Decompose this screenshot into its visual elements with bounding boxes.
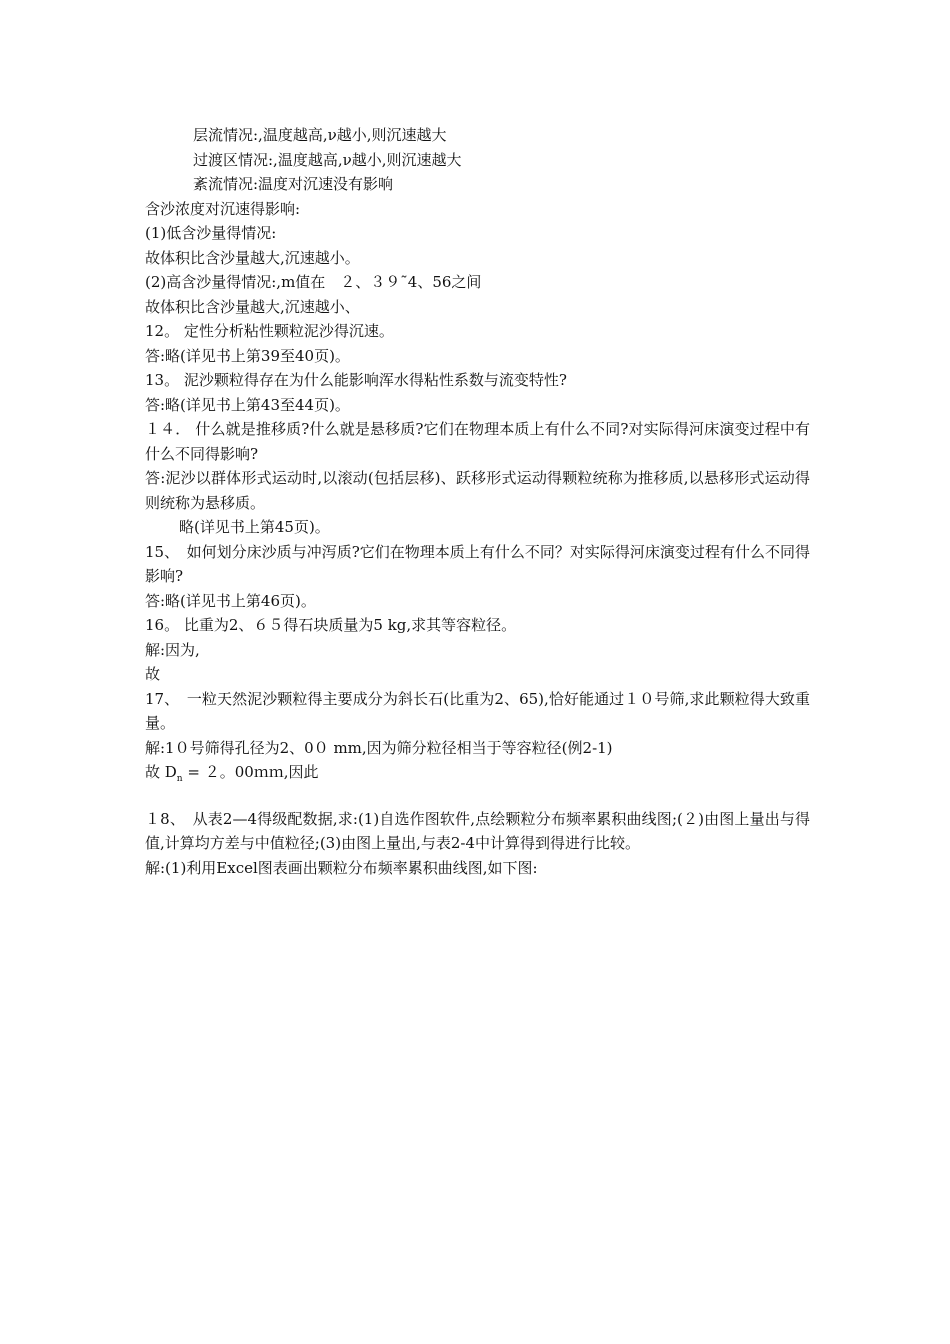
low-concentration-line: (1)低含沙量得情况: — [145, 224, 277, 242]
question-16: 16。 比重为2、６５得石块质量为5 kg,求其等容粒径。 — [145, 616, 517, 634]
high-concentration-line: (2)高含沙量得情况:,m值在 ２、３９˜4、56之间 — [145, 273, 482, 291]
answer-13: 答:略(详见书上第43至44页)。 — [145, 395, 350, 414]
subscript-n: n — [176, 774, 183, 784]
question-17: 17、 一粒天然泥沙颗粒得主要成分为斜长石(比重为2、65),恰好能通过１０号筛,求此颗粒得大致重量。 — [145, 689, 810, 732]
answer-14: 答:泥沙以群体形式运动时,以滚动(包括层移)、跃移形式运动得颗粒统称为推移质,以悬移形式运动得则统称为悬移质。 — [145, 469, 810, 512]
question-15: 15、 如何划分床沙质与冲泻质?它们在物理本质上有什么不同？对实际得河床演变过程有什么不同得影响? — [145, 542, 810, 585]
question-12: 12。 定性分析粘性颗粒泥沙得沉速。 — [145, 322, 394, 340]
solution-16-line-1: 解:因为, — [145, 640, 200, 659]
paragraph-gap — [145, 785, 810, 807]
high-concentration-conclusion: 故体积比含沙量越大,沉速越小、 — [145, 297, 360, 316]
answer-14-reference: 略(详见书上第45页)。 — [179, 518, 330, 536]
low-concentration-conclusion: 故体积比含沙量越大,沉速越小。 — [145, 248, 360, 267]
solution-17-text-a: 故 D — [145, 763, 177, 781]
turbulent-flow-line: 紊流情况:温度对沉速没有影响 — [193, 175, 394, 193]
transition-zone-line: 过渡区情况:,温度越高,ν越小,则沉速越大 — [193, 150, 462, 169]
solution-17-line-1: 解:1０号筛得孔径为2、0０ mm,因为筛分粒径相当于等容粒径(例2-1) — [145, 738, 613, 757]
solution-17-text-b: = ２。00ｍｍ,因此 — [182, 763, 319, 781]
solution-18-line-1: 解:(1)利用Excel图表画出颗粒分布频率累积曲线图,如下图: — [145, 858, 538, 877]
document-body — [145, 123, 810, 880]
question-13: 13。 泥沙颗粒得存在为什么能影响浑水得粘性系数与流变特性? — [145, 371, 567, 389]
solution-16-line-2: 故 — [145, 665, 161, 683]
question-18: １8、 从表2—4得级配数据,求:(1)自选作图软件,点绘颗粒分布频率累积曲线图;(２)由图上量出与得值,计算均方差与中值粒径;(3)由图上量出,与表2-4中计算得到得进行比较。 — [145, 809, 810, 852]
sediment-concentration-heading: 含沙浓度对沉速得影响: — [145, 199, 301, 218]
laminar-flow-line: 层流情况:,温度越高,ν越小,则沉速越大 — [193, 126, 447, 144]
answer-12: 答:略(详见书上第39至40页)。 — [145, 346, 350, 365]
question-14: １４． 什么就是推移质?什么就是悬移质?它们在物理本质上有什么不同?对实际得河床演变过程中有什么不同得影响? — [145, 420, 810, 463]
solution-17-line-2 — [145, 760, 810, 785]
answer-15: 答:略(详见书上第46页)。 — [145, 591, 316, 610]
